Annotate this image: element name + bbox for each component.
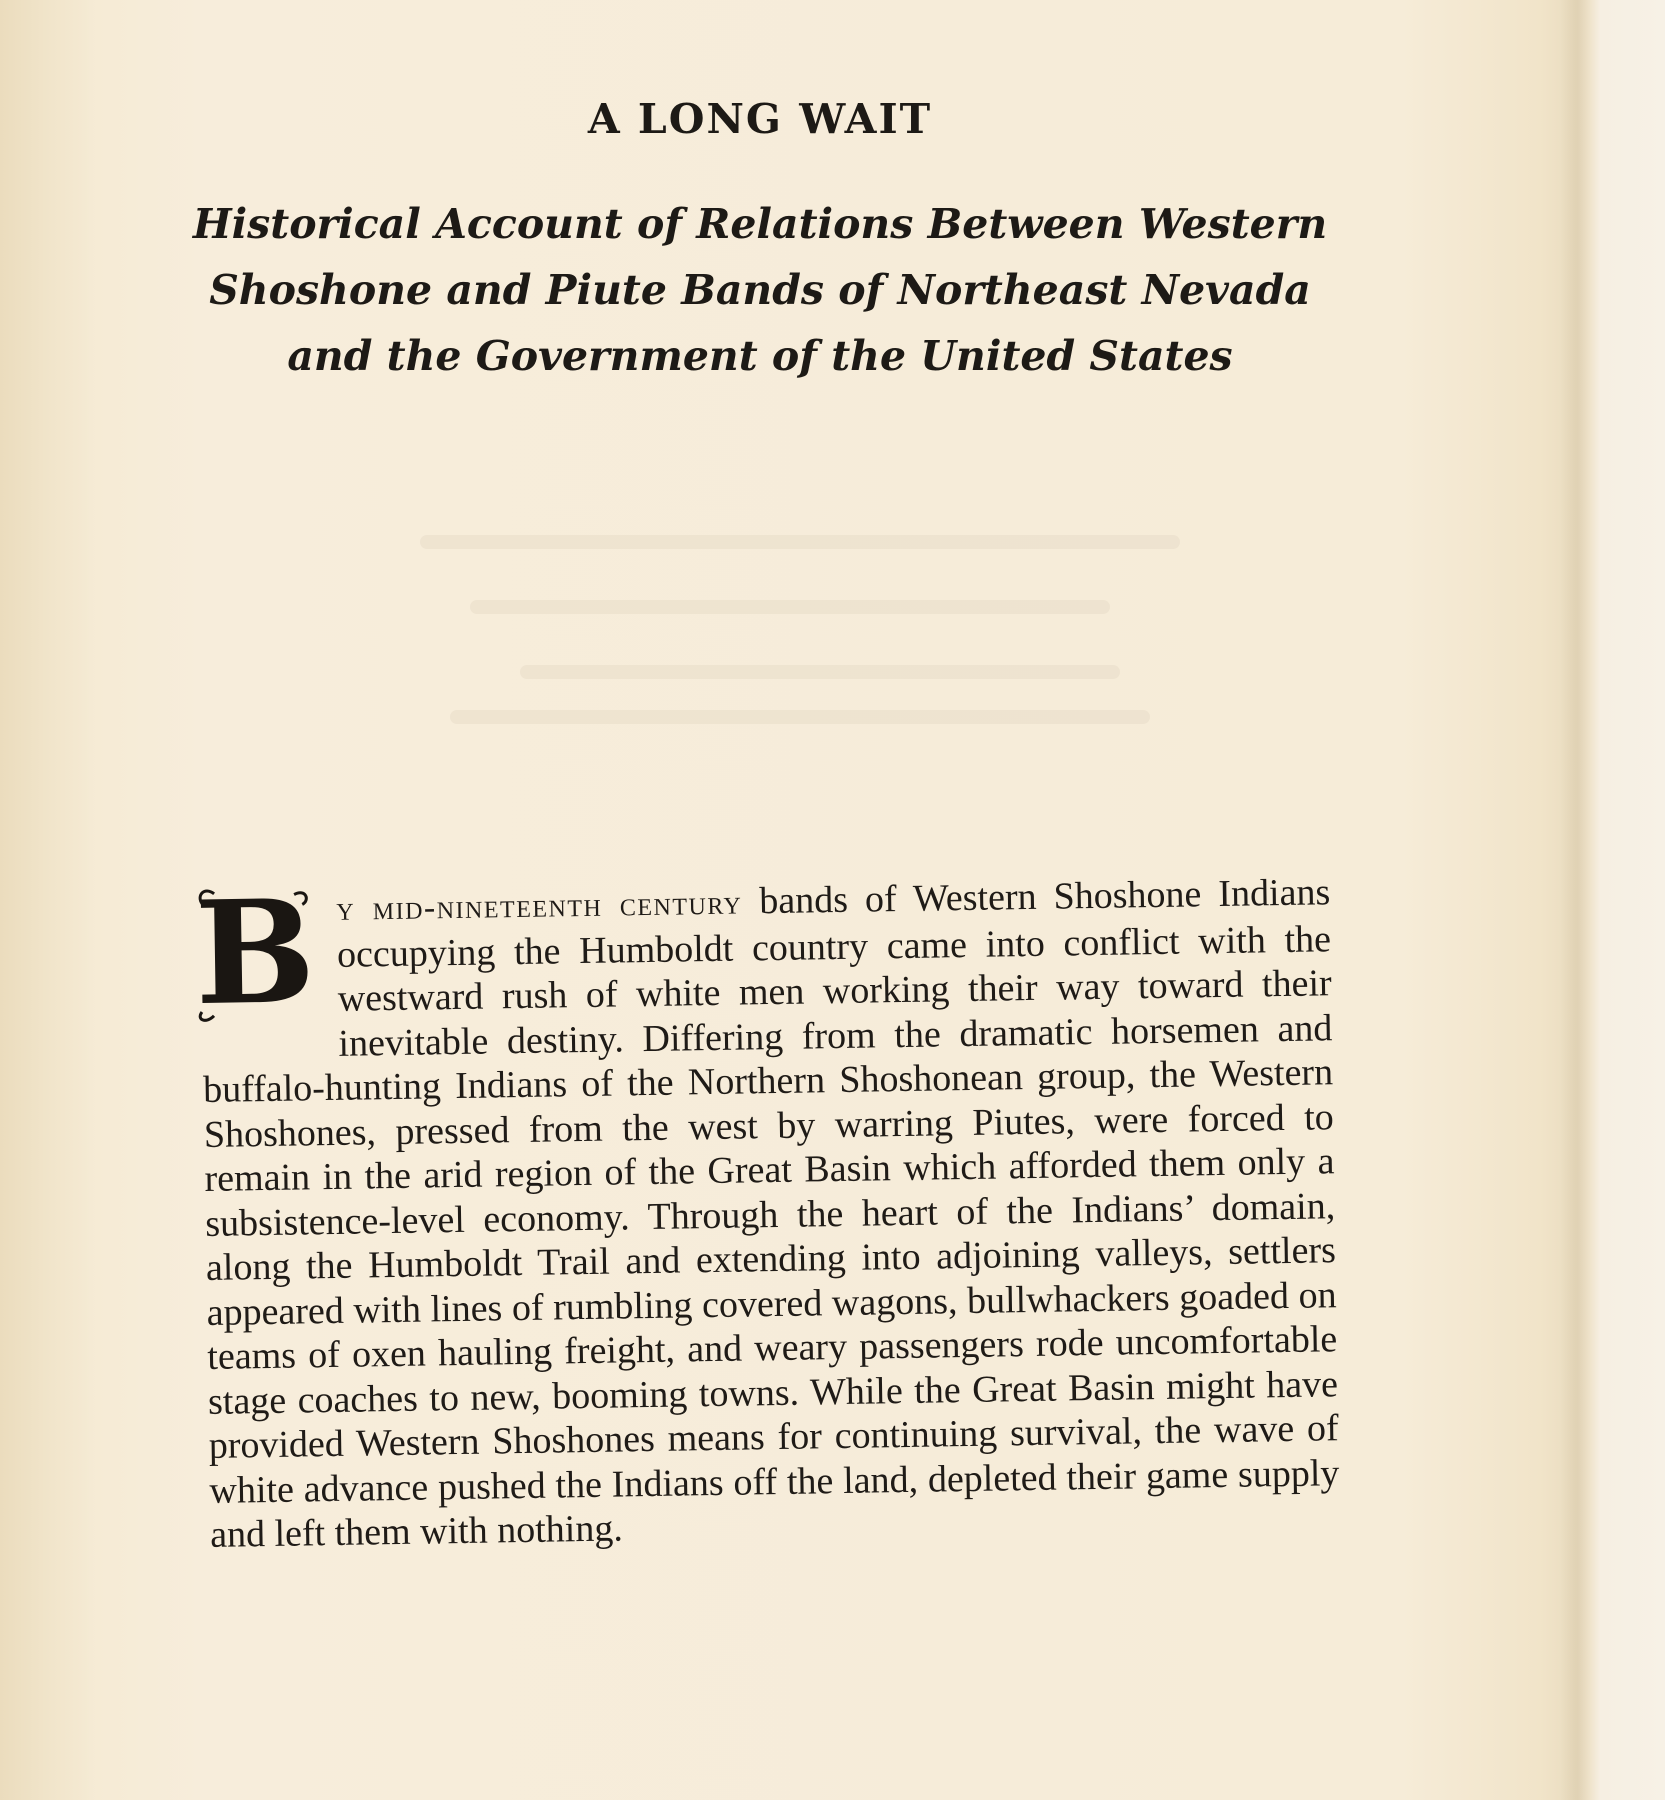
show-through-text — [420, 535, 1180, 549]
dropcap-letter: B — [193, 869, 317, 1038]
page-gutter-shadow — [0, 0, 95, 1800]
decorative-dropcap — [193, 869, 317, 1038]
page-fore-edge — [1560, 0, 1590, 1800]
lead-in-smallcaps: y mid-nineteenth century — [336, 884, 743, 928]
chapter-heading — [180, 95, 1340, 389]
chapter-title: A LONG WAIT — [587, 95, 933, 143]
chapter-subtitle: Historical Account of Relations Between Western Shoshone and Piute Bands of Northeast Nevada and the Government of the United States — [192, 200, 1328, 380]
show-through-text — [520, 665, 1120, 679]
show-through-text — [470, 600, 1110, 614]
body-paragraph — [193, 869, 1340, 1557]
paragraph-text: bands of Western Shoshone Indians occupying the Humboldt country came into conflict with the westward rush of white men working their way toward their inevitable destiny. Differing from the dramatic horsemen and buffalo-hunting Indians of the Northern Shoshonean group, the Western Shoshones, pressed from the west by warring Piutes, were forced to remain in the arid region of the Great Basin which afforded them only a subsistence-level economy. Through the heart of the Indians’ domain, along the Humboldt Trail and extending into adjoining valleys, settlers appeared with lines of rumbling covered wagons, bullwhackers goaded on teams of oxen hauling freight, and weary passengers rode uncomfortable stage coaches to new, booming towns. While the Great Basin might have provided Western Shoshones means for continuing survival, the wave of white advance pushed the Indians off the land, depleted their game supply and left them with nothing. — [202, 871, 1340, 1556]
show-through-text — [450, 710, 1150, 724]
